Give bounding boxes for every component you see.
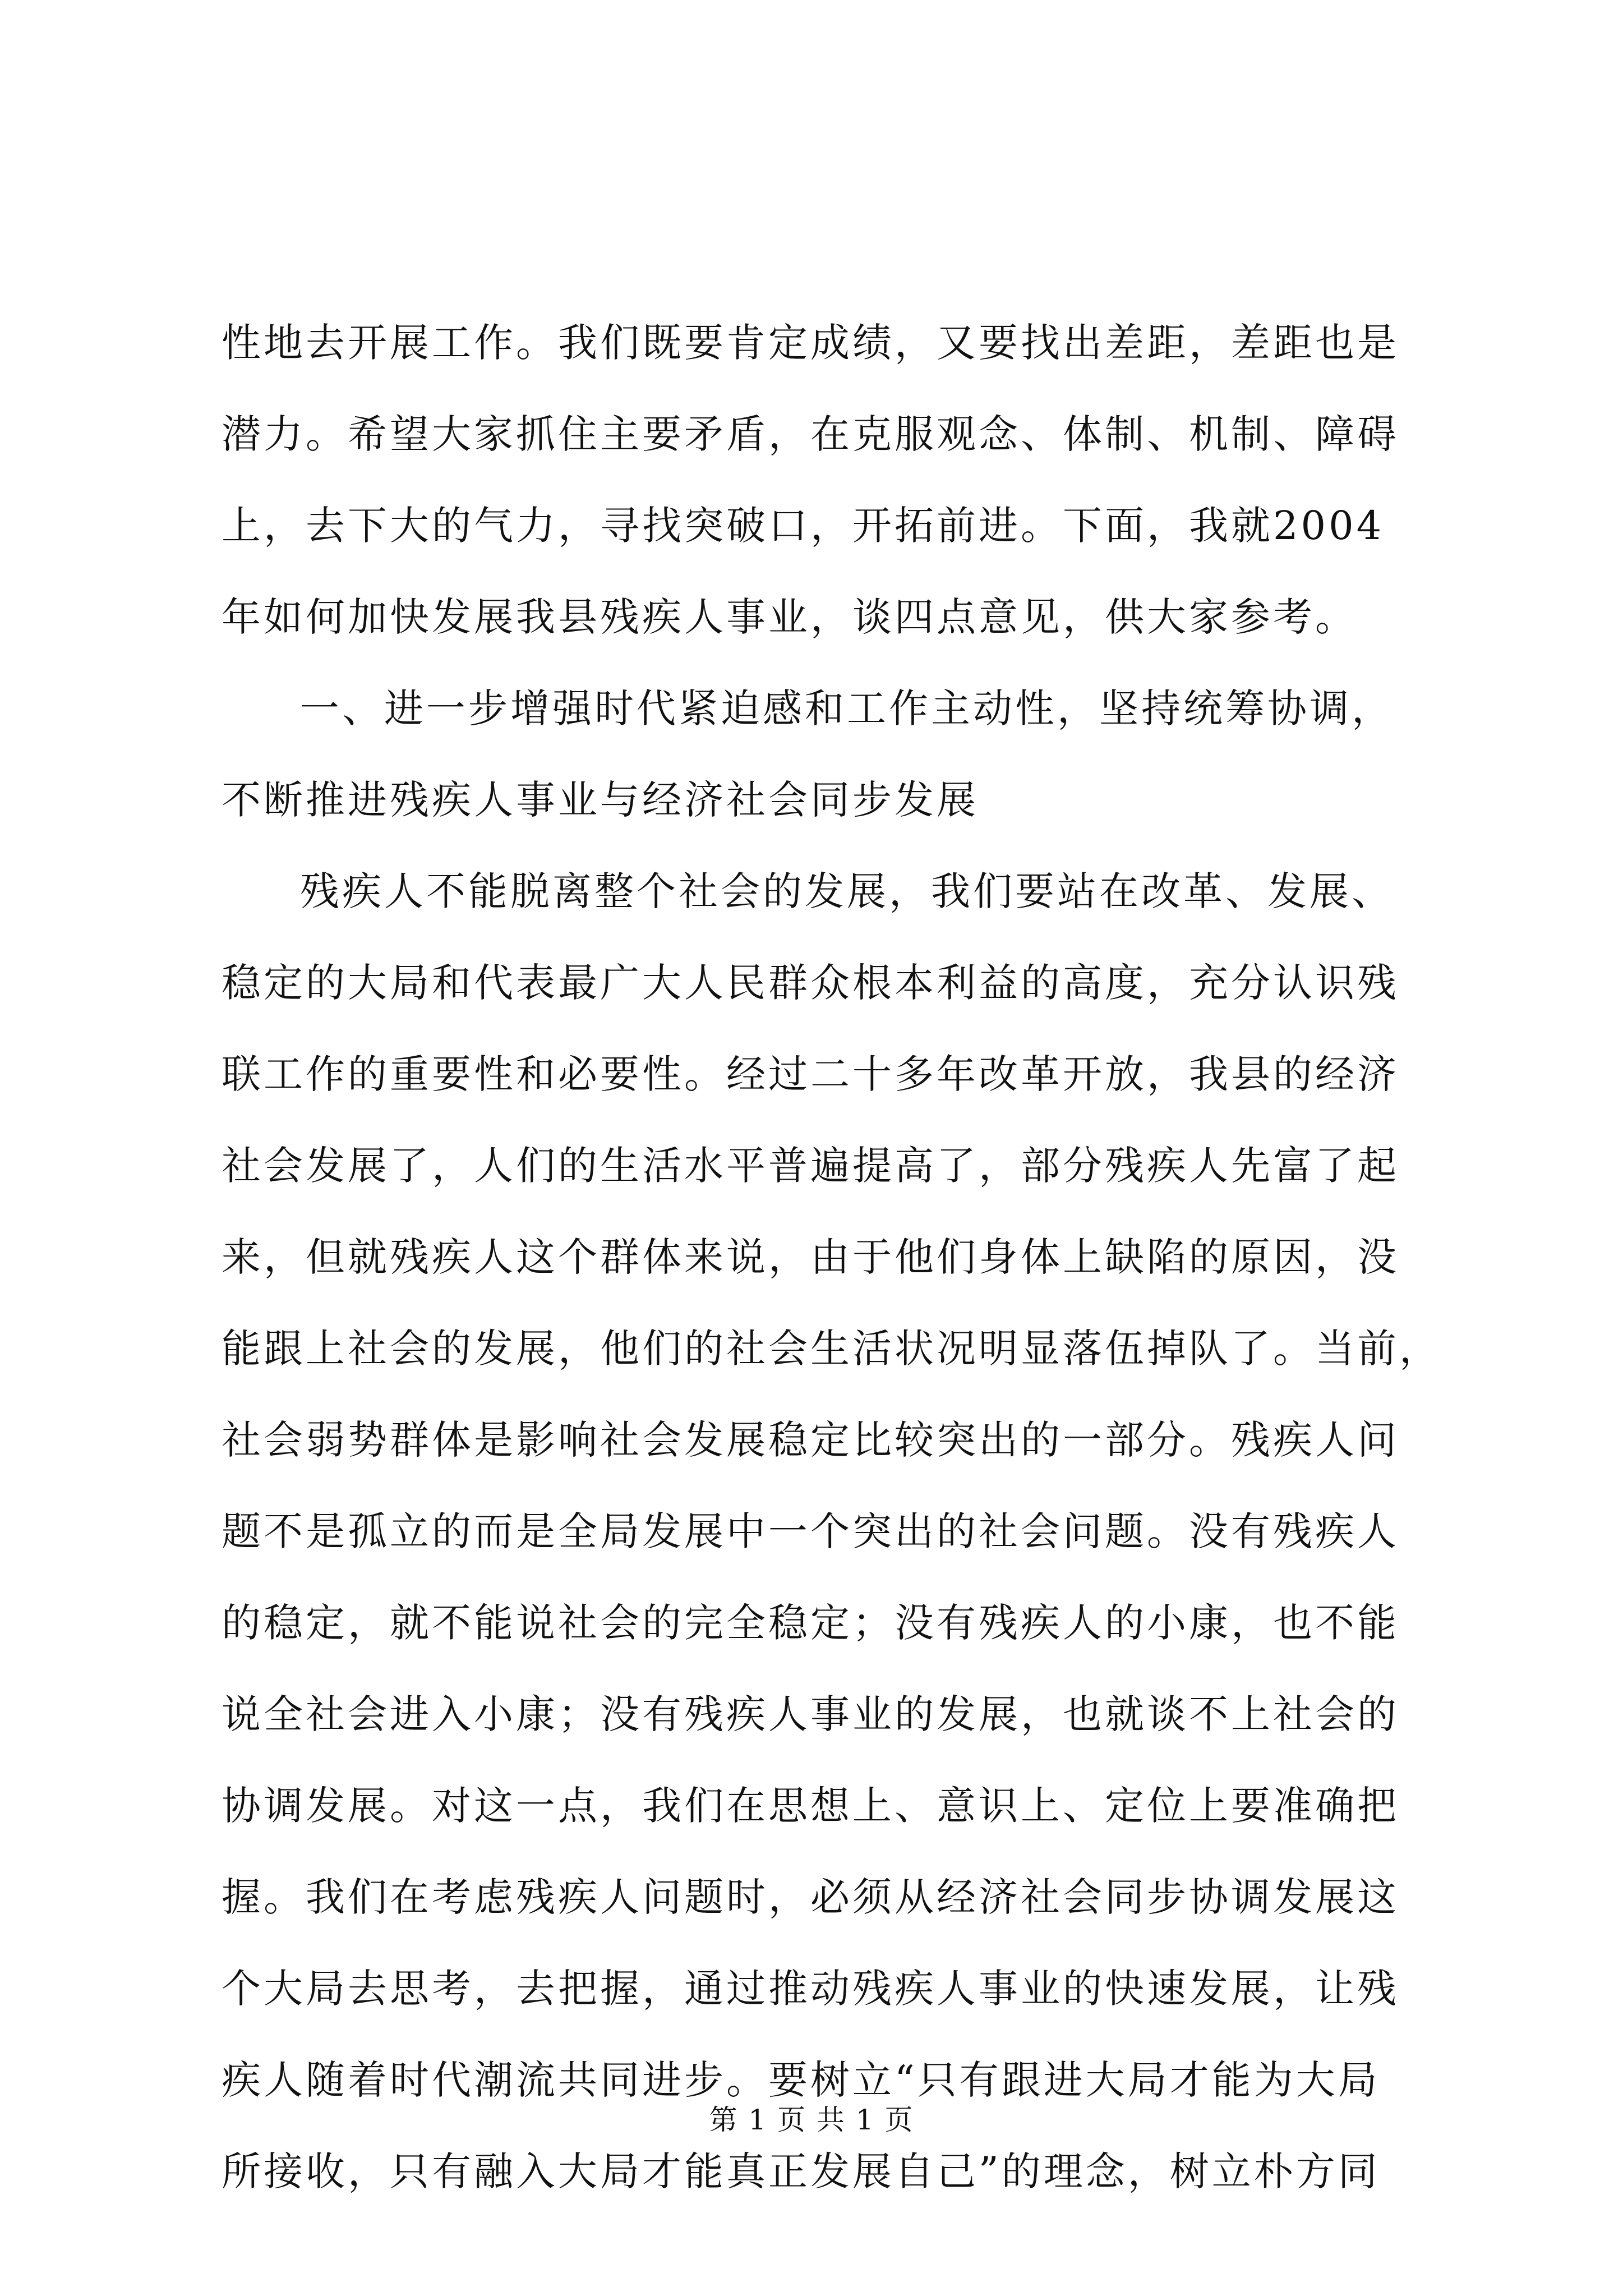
body-line: 个大局去思考，去把握，通过推动残疾人事业的快速发展，让残	[222, 1966, 1399, 2012]
body-line: 握。我们在考虑残疾人问题时，必须从经济社会同步协调发展这	[222, 1874, 1399, 1920]
body-line: 社会弱势群体是影响社会发展稳定比较突出的一部分。残疾人问	[222, 1417, 1399, 1463]
body-line: 所接收，只有融入大局才能真正发展自己”的理念，树立朴方同	[222, 2148, 1380, 2194]
section-heading-line: 不断推进残疾人事业与经济社会同步发展	[222, 777, 979, 823]
body-line: 年如何加快发展我县残疾人事业，谈四点意见，供大家参考。	[222, 594, 1357, 640]
page-footer	[0, 2100, 1623, 2139]
body-line: 的稳定，就不能说社会的完全稳定；没有残疾人的小康，也不能	[222, 1600, 1399, 1646]
body-line: 社会发展了，人们的生活水平普遍提高了，部分残疾人先富了起	[222, 1143, 1399, 1189]
body-line: 能跟上社会的发展，他们的社会生活状况明显落伍掉队了。当前，	[222, 1326, 1441, 1372]
body-line: 来，但就残疾人这个群体来说，由于他们身体上缺陷的原因，没	[222, 1234, 1399, 1280]
body-line: 残疾人不能脱离整个社会的发展，我们要站在改革、发展、	[300, 868, 1394, 914]
body-line: 说全社会进入小康；没有残疾人事业的发展，也就谈不上社会的	[222, 1691, 1399, 1737]
body-line: 联工作的重要性和必要性。经过二十多年改革开放，我县的经济	[222, 1051, 1399, 1097]
body-line: 题不是孤立的而是全局发展中一个突出的社会问题。没有残疾人	[222, 1508, 1399, 1554]
body-line: 疾人随着时代潮流共同进步。要树立“只有跟进大局才能为大局	[222, 2057, 1380, 2103]
page-number-label: 第 1 页 共 1 页	[709, 2104, 914, 2136]
section-heading-line: 一、进一步增强时代紧迫感和工作主动性，坚持统筹协调，	[300, 685, 1394, 731]
document-body	[222, 297, 1441, 2217]
body-line: 稳定的大局和代表最广大人民群众根本利益的高度，充分认识残	[222, 960, 1399, 1006]
body-line: 协调发展。对这一点，我们在思想上、意识上、定位上要准确把	[222, 1783, 1399, 1829]
body-line: 性地去开展工作。我们既要肯定成绩，又要找出差距，差距也是	[222, 320, 1399, 366]
body-line: 潜力。希望大家抓住主要矛盾，在克服观念、体制、机制、障碍	[222, 411, 1399, 457]
body-line: 上，去下大的气力，寻找突破口，开拓前进。下面，我就2004	[222, 503, 1385, 549]
